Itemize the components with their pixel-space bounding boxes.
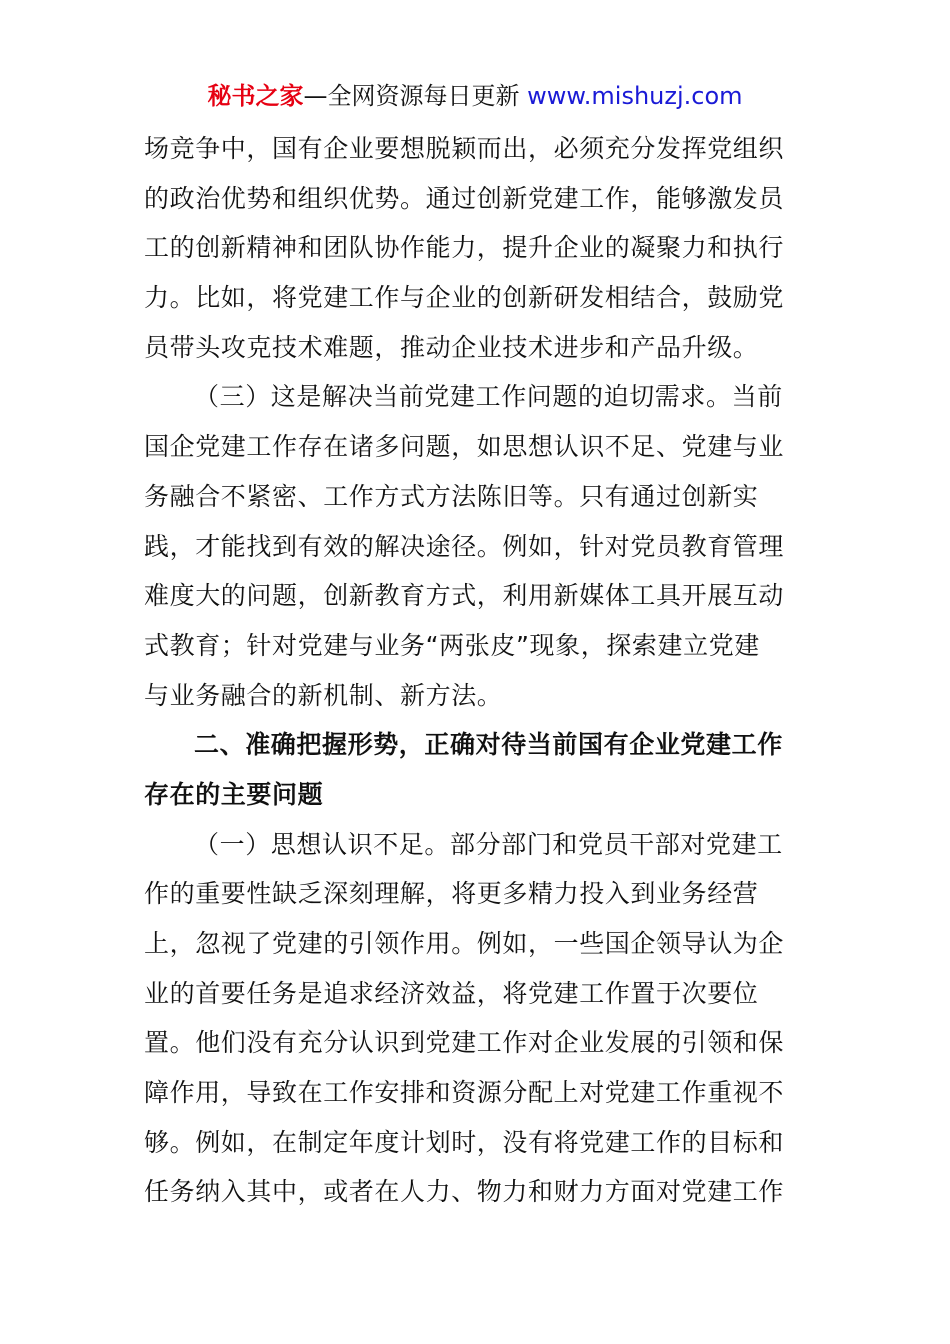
paragraph-line: 任务纳入其中，或者在人力、物力和财力方面对党建工作 (144, 1177, 785, 1207)
section-heading-line: 存在的主要问题 (144, 779, 324, 809)
paragraph-line: 障作用，导致在工作安排和资源分配上对党建工作重视不 (144, 1078, 785, 1108)
paragraph-line: 置。他们没有充分认识到党建工作对企业发展的引领和保 (144, 1028, 785, 1058)
site-header (0, 80, 950, 112)
site-brand: 秘书之家 (207, 82, 304, 110)
paragraph-line: 与业务融合的新机制、新方法。 (144, 680, 503, 710)
paragraph-line: （一）思想认识不足。部分部门和党员干部对党建工 (194, 829, 783, 859)
paragraph-line: 力。比如，将党建工作与企业的创新研发相结合，鼓励党 (144, 283, 785, 313)
paragraph-line: 员带头攻克技术难题，推动企业技术进步和产品升级。 (144, 332, 759, 362)
paragraph-line: 式教育；针对党建与业务“两张皮”现象，探索建立党建 (144, 630, 760, 660)
paragraph-line: 上，忽视了党建的引领作用。例如，一些国企领导认为企 (144, 929, 785, 958)
paragraph-line: 国企党建工作存在诸多问题，如思想认识不足、党建与业 (144, 432, 785, 462)
paragraph-line: 的政治优势和组织优势。通过创新党建工作，能够激发员 (144, 183, 785, 213)
paragraph-line: （三）这是解决当前党建工作问题的迫切需求。当前 (194, 382, 783, 412)
paragraph-line: 务融合不紧密、工作方式方法陈旧等。只有通过创新实 (144, 481, 759, 511)
paragraph-line: 够。例如，在制定年度计划时，没有将党建工作的目标和 (144, 1127, 785, 1157)
paragraph-line: 业的首要任务是追求经济效益，将党建工作置于次要位 (144, 978, 759, 1008)
paragraph-line: 工的创新精神和团队协作能力，提升企业的凝聚力和执行 (144, 233, 785, 263)
site-tagline: —全网资源每日更新 (303, 82, 528, 110)
paragraph-line: 践，才能找到有效的解决途径。例如，针对党员教育管理 (144, 531, 785, 561)
section-heading-line: 二、准确把握形势，正确对待当前国有企业党建工作 (194, 730, 783, 760)
site-url-link[interactable]: www.mishuzj.com (527, 82, 743, 110)
paragraph-line: 场竞争中，国有企业要想脱颖而出，必须充分发挥党组织 (144, 134, 785, 163)
document-body (144, 124, 824, 1217)
paragraph-line: 难度大的问题，创新教育方式，利用新媒体工具开展互动 (144, 581, 785, 611)
paragraph-line: 作的重要性缺乏深刻理解，将更多精力投入到业务经营 (144, 879, 759, 909)
